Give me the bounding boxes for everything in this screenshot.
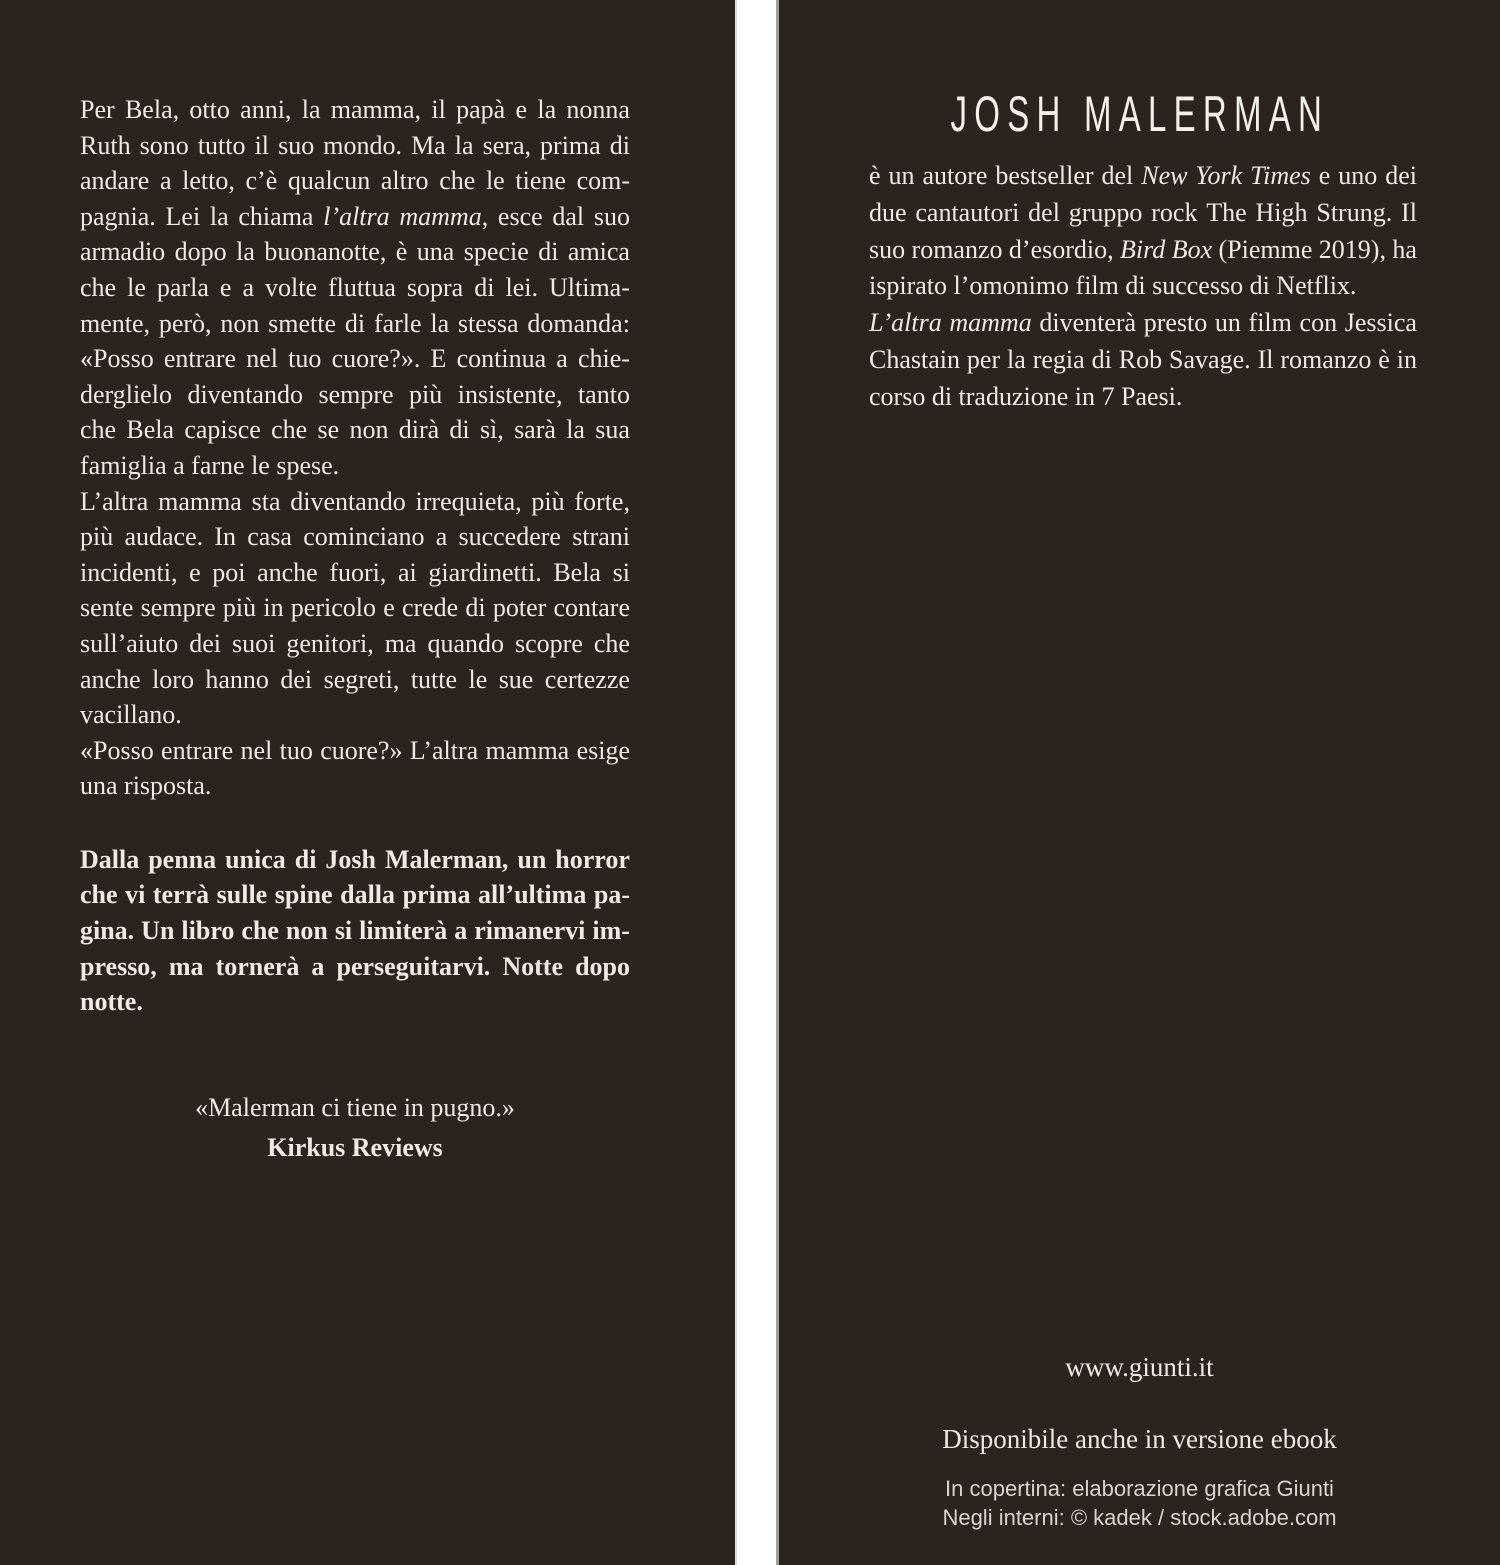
text-line: mente, però, non smette di farle la stessa domanda: [80,308,630,338]
text-line: una risposta. [80,771,212,801]
text-line: famiglia a farne le spese. [80,450,340,480]
text-line: derglielo diventando sempre più insistente, tanto [80,379,630,409]
text-line: incidenti, e poi anche fuori, ai giardinetti. Bela si [80,557,630,587]
paragraph [80,92,630,484]
author-panel [779,0,1500,1565]
text-line: anche loro hanno dei segreti, tutte le sue certezze [80,664,630,694]
text-line: L’altra mamma sta diventando irrequieta, più forte, [80,486,630,516]
text-line: due cantautori del gruppo rock The High Strung. Il [869,197,1417,227]
text-line: sull’aiuto dei suoi genitori, ma quando scopre che [80,628,630,658]
text-line: che vi terrà sulle spine dalla prima all’ultima pa- [80,880,630,910]
text-line: sente sempre più in pericolo e crede di poter contare [80,593,630,623]
text-line: Ruth sono tutto il suo mondo. Ma la sera, prima di [80,130,630,160]
text-line: «Posso entrare nel tuo cuore?». E continua a chie- [80,344,630,374]
ebook-availability-note: Disponibile anche in versione ebook [942,1424,1337,1454]
credit-line: In copertina: elaborazione grafica Giunti [945,1476,1334,1501]
text-line: è un autore bestseller del New York Times e uno dei [869,161,1417,190]
paragraph [80,842,630,1020]
text-line: armadio dopo la buonanotte, è una specie di amica [80,237,630,267]
text-line: notte. [80,987,143,1017]
review-quote [80,1088,630,1168]
text-line: andare a letto, c’è qualcun altro che le tiene com- [80,166,630,196]
text-line: corso di traduzione in 7 Paesi. [869,381,1183,411]
author-bio [869,158,1417,416]
text-line: Dalla penna unica di Josh Malerman, un horror [80,844,630,874]
paragraph [80,733,630,804]
text-line: ispirato l’omonimo film di successo di Netflix. [869,271,1357,301]
synopsis-panel [0,0,735,1565]
text-line: più audace. In casa cominciano a succedere strani [80,522,630,552]
text-line: Per Bela, otto anni, la mamma, il papà e la nonna [80,95,630,124]
credit-line: Negli interni: © kadek / stock.adobe.com [942,1505,1337,1530]
paragraph [80,484,630,733]
text-line: pagnia. Lei la chiama l’altra mamma, esce dal suo [80,201,630,231]
text-line: suo romanzo d’esordio, Bird Box (Piemme 2019), ha [869,234,1417,264]
quote-source: Kirkus Reviews [267,1133,443,1162]
text-line: gina. Un libro che non si limiterà a rimanervi im- [80,916,630,946]
paragraph [869,305,1417,415]
paragraph [869,158,1417,305]
text-line: «Posso entrare nel tuo cuore?» L’altra mamma esige [80,735,630,765]
image-credits [779,1474,1500,1532]
text-line: L’altra mamma diventerà presto un film con Jessica [869,308,1417,338]
synopsis-text [80,92,630,1020]
text-line: Chastain per la regia di Rob Savage. Il romanzo è in [869,344,1417,374]
text-line: vacillano. [80,700,182,730]
text-line: che le parla e a volte fluttua sopra di lei. Ultima- [80,272,630,302]
quote-text: «Malerman ci tiene in pugno.» [195,1093,515,1122]
author-name: JOSH MALERMAN [950,86,1329,142]
publisher-website: www.giunti.it [1065,1352,1214,1382]
text-line: presso, ma tornerà a perseguitarvi. Notte dopo [80,951,630,981]
author-name-wrap [779,84,1500,144]
spine-gap [735,0,779,1565]
text-line: che Bela capisce che se non dirà di sì, sarà la sua [80,415,630,445]
